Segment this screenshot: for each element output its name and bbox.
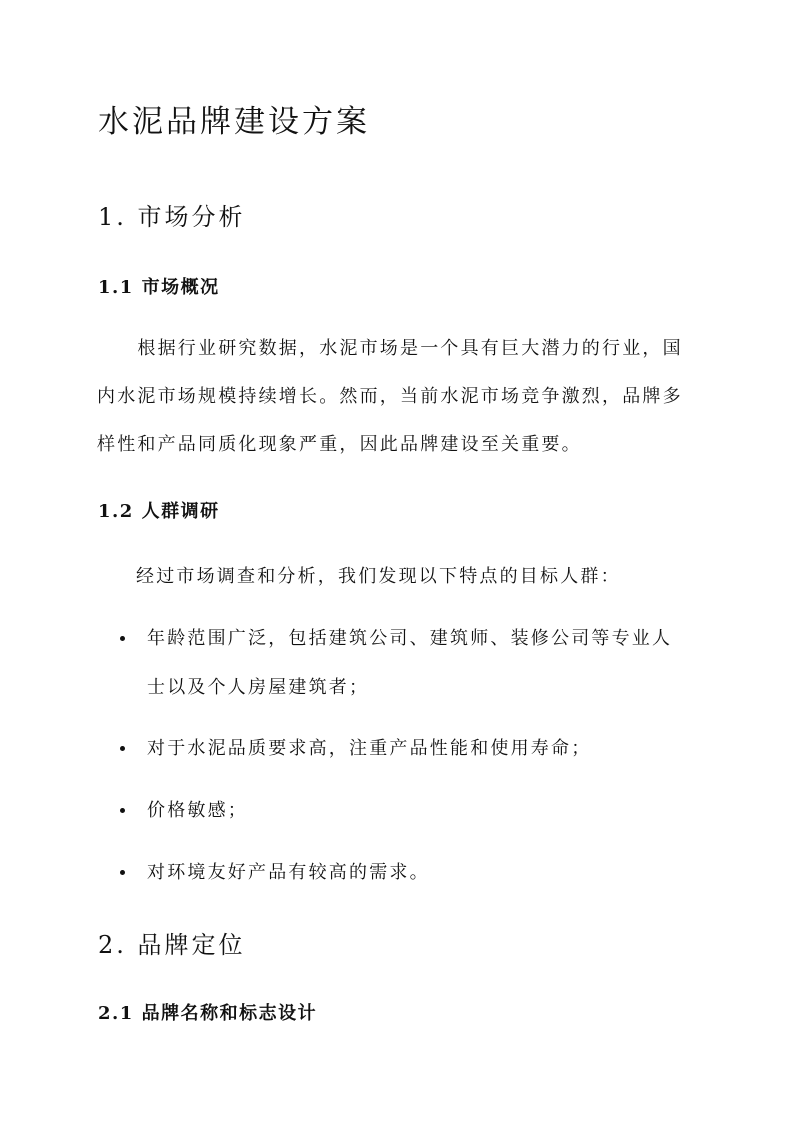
paragraph-line: 内水泥市场规模持续增长。然而，当前水泥市场竞争激烈，品牌多 (97, 386, 683, 407)
list-item-text: 年龄范围广泛，包括建筑公司、建筑师、装修公司等专业人 (147, 628, 673, 649)
list-item-text: 士以及个人房屋建筑者； (147, 677, 370, 698)
subsection-heading-market-overview: 1.1 市场概况 (98, 277, 220, 298)
section-heading-brand-positioning: 2. 品牌定位 (98, 931, 246, 959)
paragraph-line: 根据行业研究数据，水泥市场是一个具有巨大潜力的行业，国 (97, 338, 683, 359)
list-item-text: 对环境友好产品有较高的需求。 (147, 862, 430, 883)
section-heading-market-analysis: 1. 市场分析 (98, 203, 246, 231)
list-item-text: 价格敏感； (147, 800, 248, 821)
bullet-icon (120, 808, 125, 813)
list-item-text: 对于水泥品质要求高，注重产品性能和使用寿命； (147, 738, 592, 759)
subsection-heading-audience-research: 1.2 人群调研 (98, 501, 220, 522)
subsection-heading-brand-name-logo: 2.1 品牌名称和标志设计 (98, 1003, 318, 1024)
paragraph-line: 样性和产品同质化现象严重，因此品牌建设至关重要。 (97, 434, 582, 455)
audience-intro-text: 经过市场调查和分析，我们发现以下特点的目标人群： (136, 566, 621, 587)
bullet-icon (120, 870, 125, 875)
bullet-icon (120, 746, 125, 751)
document-title: 水泥品牌建设方案 (98, 104, 370, 140)
bullet-icon (120, 636, 125, 641)
market-overview-paragraph (97, 325, 707, 469)
